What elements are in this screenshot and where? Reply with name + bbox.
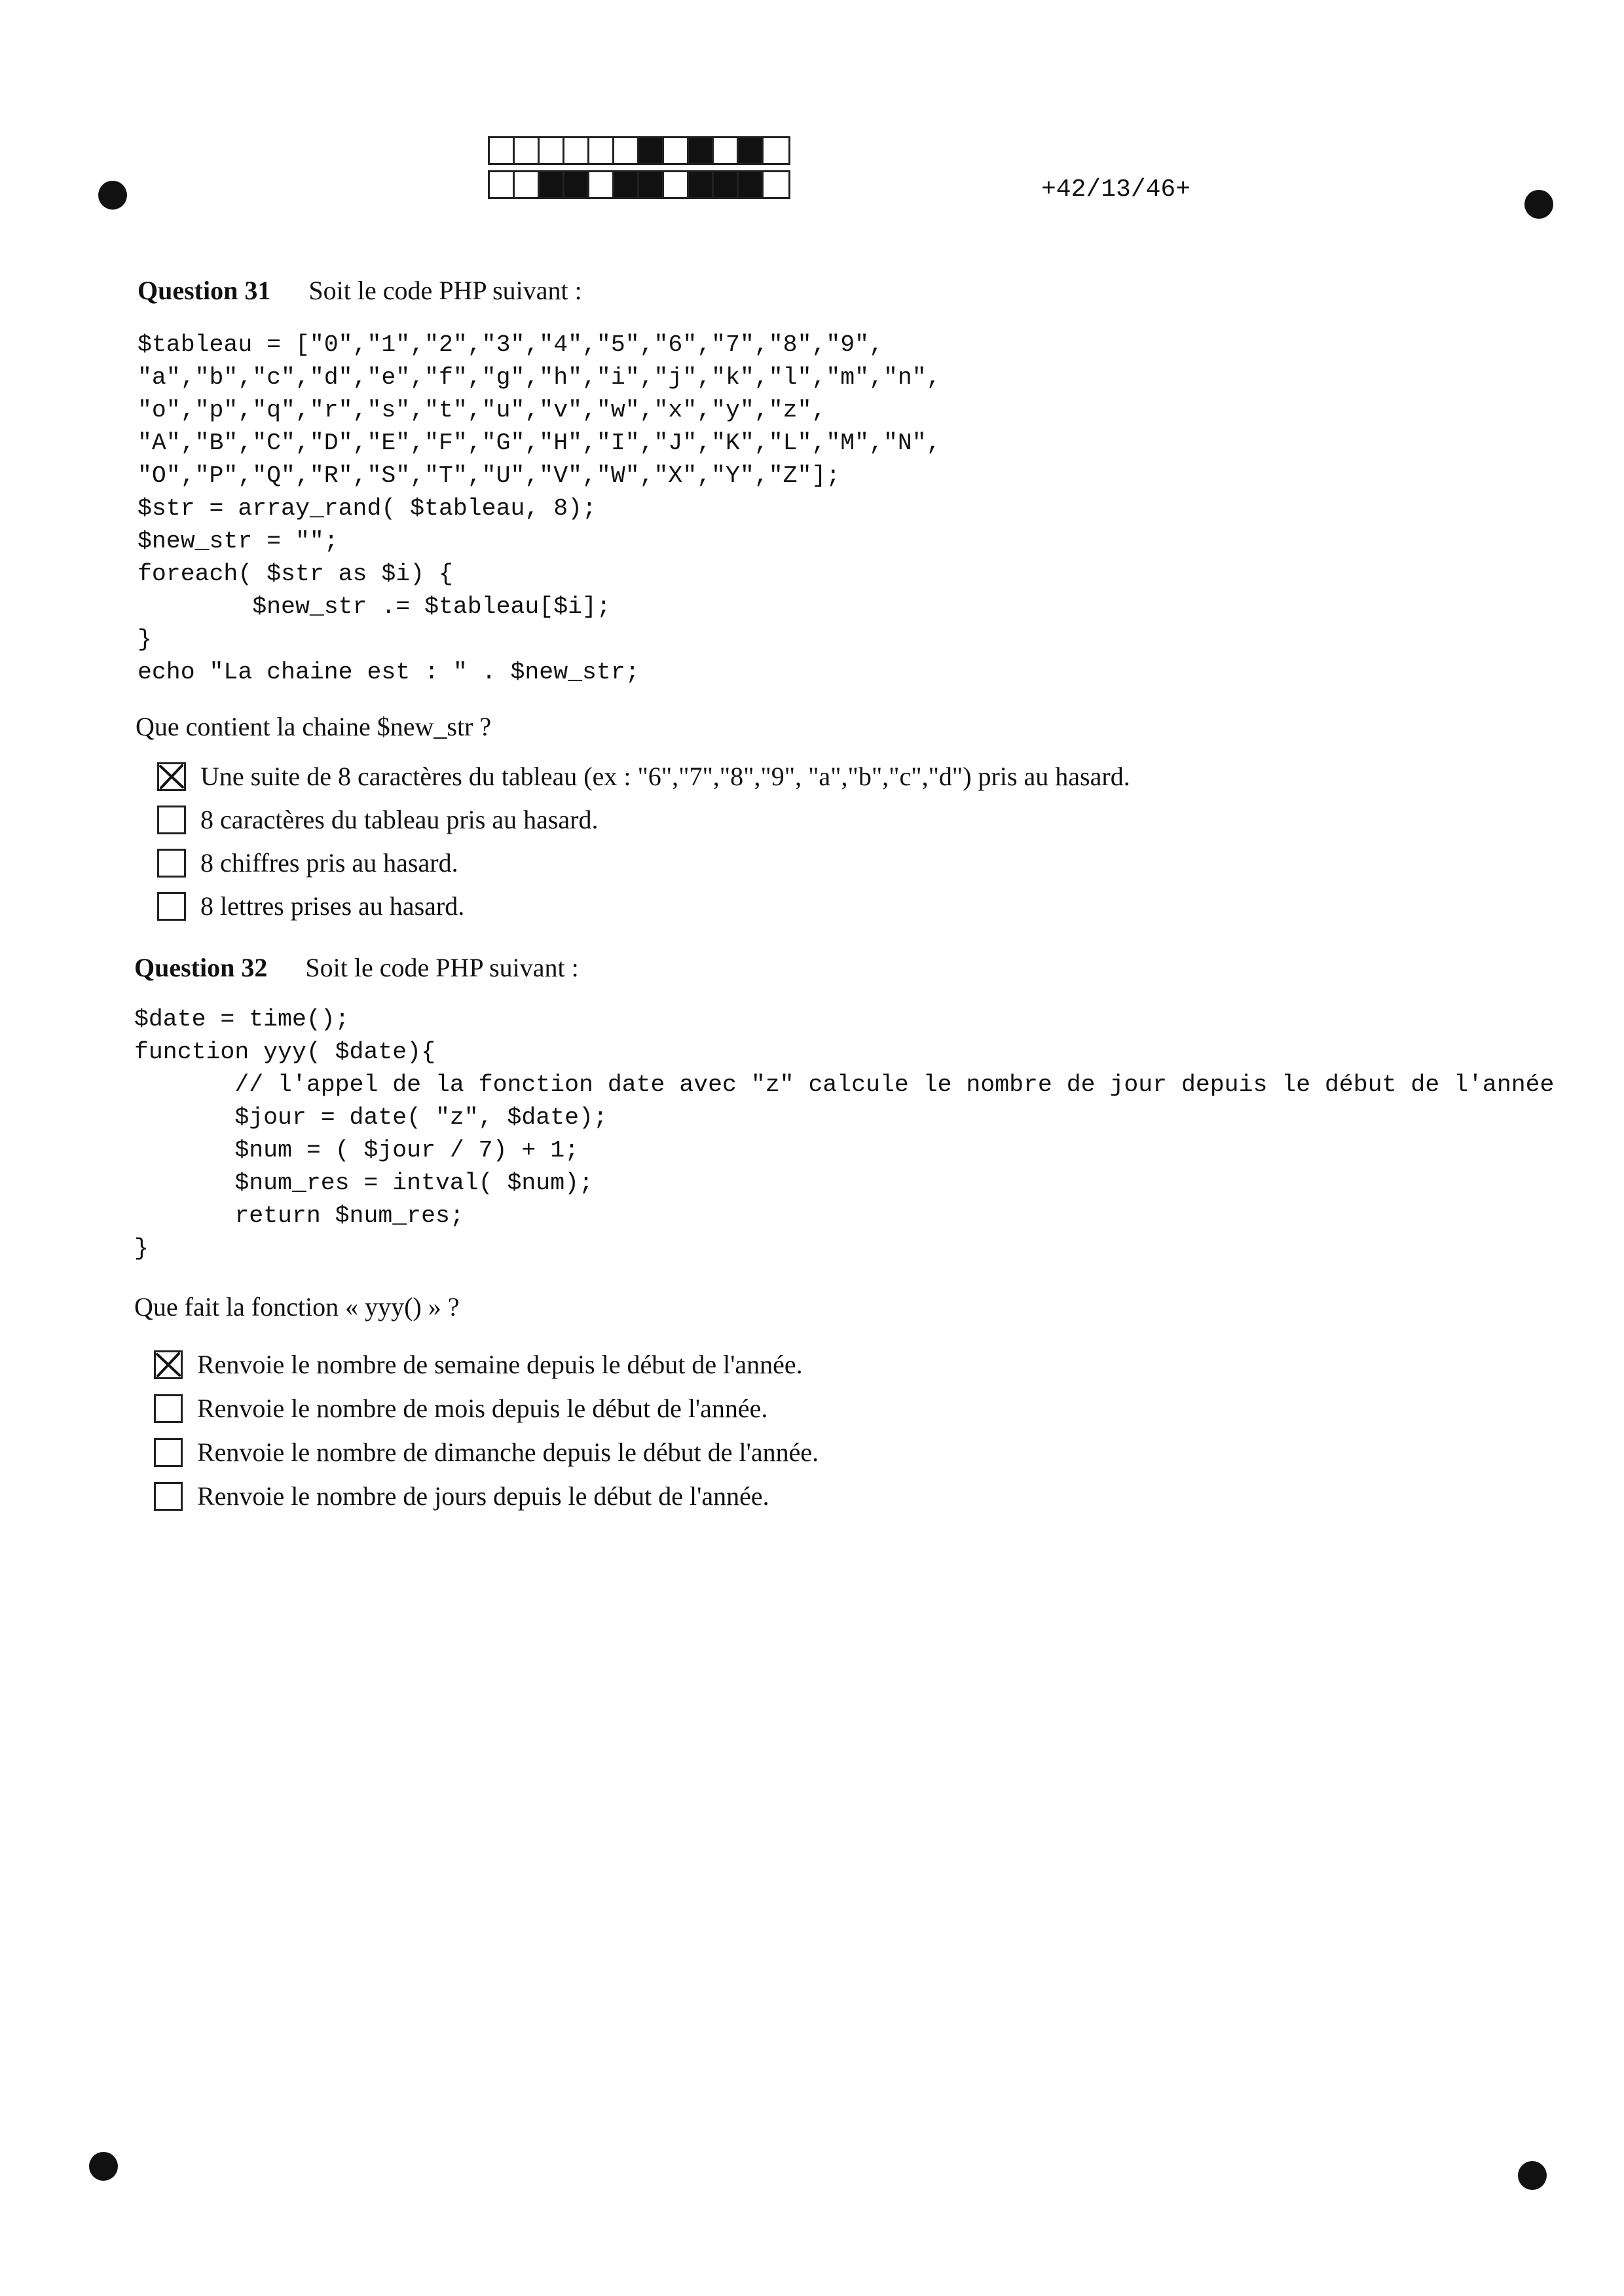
question-32-option-3[interactable] — [154, 1437, 819, 1468]
barcode-cell — [490, 138, 515, 163]
barcode-row-1 — [488, 136, 790, 165]
option-label: Renvoie le nombre de semaine depuis le début de l'année. — [197, 1350, 803, 1379]
barcode-cell — [714, 172, 739, 197]
option-label: Renvoie le nombre de jours depuis le début de l'année. — [197, 1481, 769, 1511]
option-label: 8 chiffres pris au hasard. — [200, 848, 458, 878]
barcode-cell — [564, 138, 589, 163]
option-label: Une suite de 8 caractères du tableau (ex : "6","7","8","9", "a","b","c","d") pris au hasard. — [200, 762, 1130, 791]
barcode-cell — [540, 172, 564, 197]
answer-checkbox-checked[interactable] — [157, 762, 186, 791]
question-32-option-1[interactable] — [154, 1349, 803, 1380]
question-32-header — [134, 952, 579, 983]
question-31-option-4[interactable] — [157, 891, 464, 921]
barcode-cell — [689, 172, 714, 197]
barcode-cell — [664, 172, 689, 197]
option-label: Renvoie le nombre de mois depuis le début de l'année. — [197, 1394, 768, 1423]
registration-mark-top-left — [98, 181, 127, 210]
registration-mark-top-right — [1524, 190, 1553, 219]
answer-checkbox[interactable] — [154, 1438, 183, 1467]
barcode-cell — [614, 172, 639, 197]
answer-checkbox-checked[interactable] — [154, 1350, 183, 1379]
question-31-intro: Soit le code PHP suivant : — [308, 276, 582, 305]
barcode-cell — [739, 138, 764, 163]
barcode-cell — [540, 138, 564, 163]
question-31-code: $tableau = ["0","1","2","3","4","5","6","7","8","9", "a","b","c","d","e","f","g","h","i","j","k","l","m","n", "o","p","q","r","s","t","u","v","w","x","y","z", "A","B","C","D","E","F","G","H","I","J","K","L","M","N", "O","P","Q","R","S","T","U","V","W","X","Y","Z"]; $str = array_rand( $tableau, 8); $new_str = ""; foreach( $str as $i) { $new_str .= $tableau[$i]; } echo "La chaine est : " . $new_str; — [138, 331, 941, 686]
barcode-cell — [764, 138, 788, 163]
question-31-label: Question 31 — [138, 276, 271, 305]
registration-mark-bottom-left — [89, 2152, 118, 2181]
question-31-option-2[interactable] — [157, 804, 598, 835]
barcode-cell — [564, 172, 589, 197]
cross-mark-icon — [156, 1352, 181, 1377]
answer-checkbox[interactable] — [157, 849, 186, 878]
question-32-intro: Soit le code PHP suivant : — [305, 953, 579, 982]
barcode-cell — [664, 138, 689, 163]
question-32-code: $date = time(); function yyy( $date){ // l'appel de la fonction date avec "z" calcule le nombre de jour depuis le début de l'année $jour = date( "z", $date); $num = ( $jour / 7) + 1; $num_res = intval( $num); return $num_res; } — [134, 1006, 1555, 1262]
cross-mark-icon — [159, 764, 184, 789]
barcode-cell — [714, 138, 739, 163]
barcode-cell — [639, 172, 664, 197]
barcode-cell — [614, 138, 639, 163]
question-32-option-2[interactable] — [154, 1393, 767, 1424]
answer-checkbox[interactable] — [154, 1482, 183, 1511]
question-31-prompt: Que contient la chaine $new_str ? — [136, 712, 492, 741]
barcode-cell — [515, 138, 540, 163]
barcode-cell — [589, 172, 614, 197]
question-32-prompt: Que fait la fonction « yyy() » ? — [134, 1292, 460, 1322]
option-label: 8 lettres prises au hasard. — [200, 891, 465, 921]
question-31-option-1[interactable] — [157, 761, 1130, 792]
answer-checkbox[interactable] — [157, 892, 186, 921]
option-label: 8 caractères du tableau pris au hasard. — [200, 805, 599, 834]
barcode-row-2 — [488, 170, 790, 199]
barcode-cell — [639, 138, 664, 163]
option-label: Renvoie le nombre de dimanche depuis le début de l'année. — [197, 1437, 819, 1467]
question-31-header — [138, 275, 582, 306]
barcode-cell — [490, 172, 515, 197]
question-32-label: Question 32 — [134, 953, 268, 982]
registration-mark-bottom-right — [1518, 2161, 1547, 2190]
barcode-cell — [764, 172, 788, 197]
barcode-cell — [739, 172, 764, 197]
question-31-option-3[interactable] — [157, 847, 458, 878]
answer-checkbox[interactable] — [154, 1394, 183, 1423]
barcode-cell — [589, 138, 614, 163]
answer-checkbox[interactable] — [157, 805, 186, 834]
barcode-cell — [515, 172, 540, 197]
question-32-option-4[interactable] — [154, 1481, 769, 1511]
page-id: +42/13/46+ — [1041, 176, 1191, 204]
barcode-cell — [689, 138, 714, 163]
